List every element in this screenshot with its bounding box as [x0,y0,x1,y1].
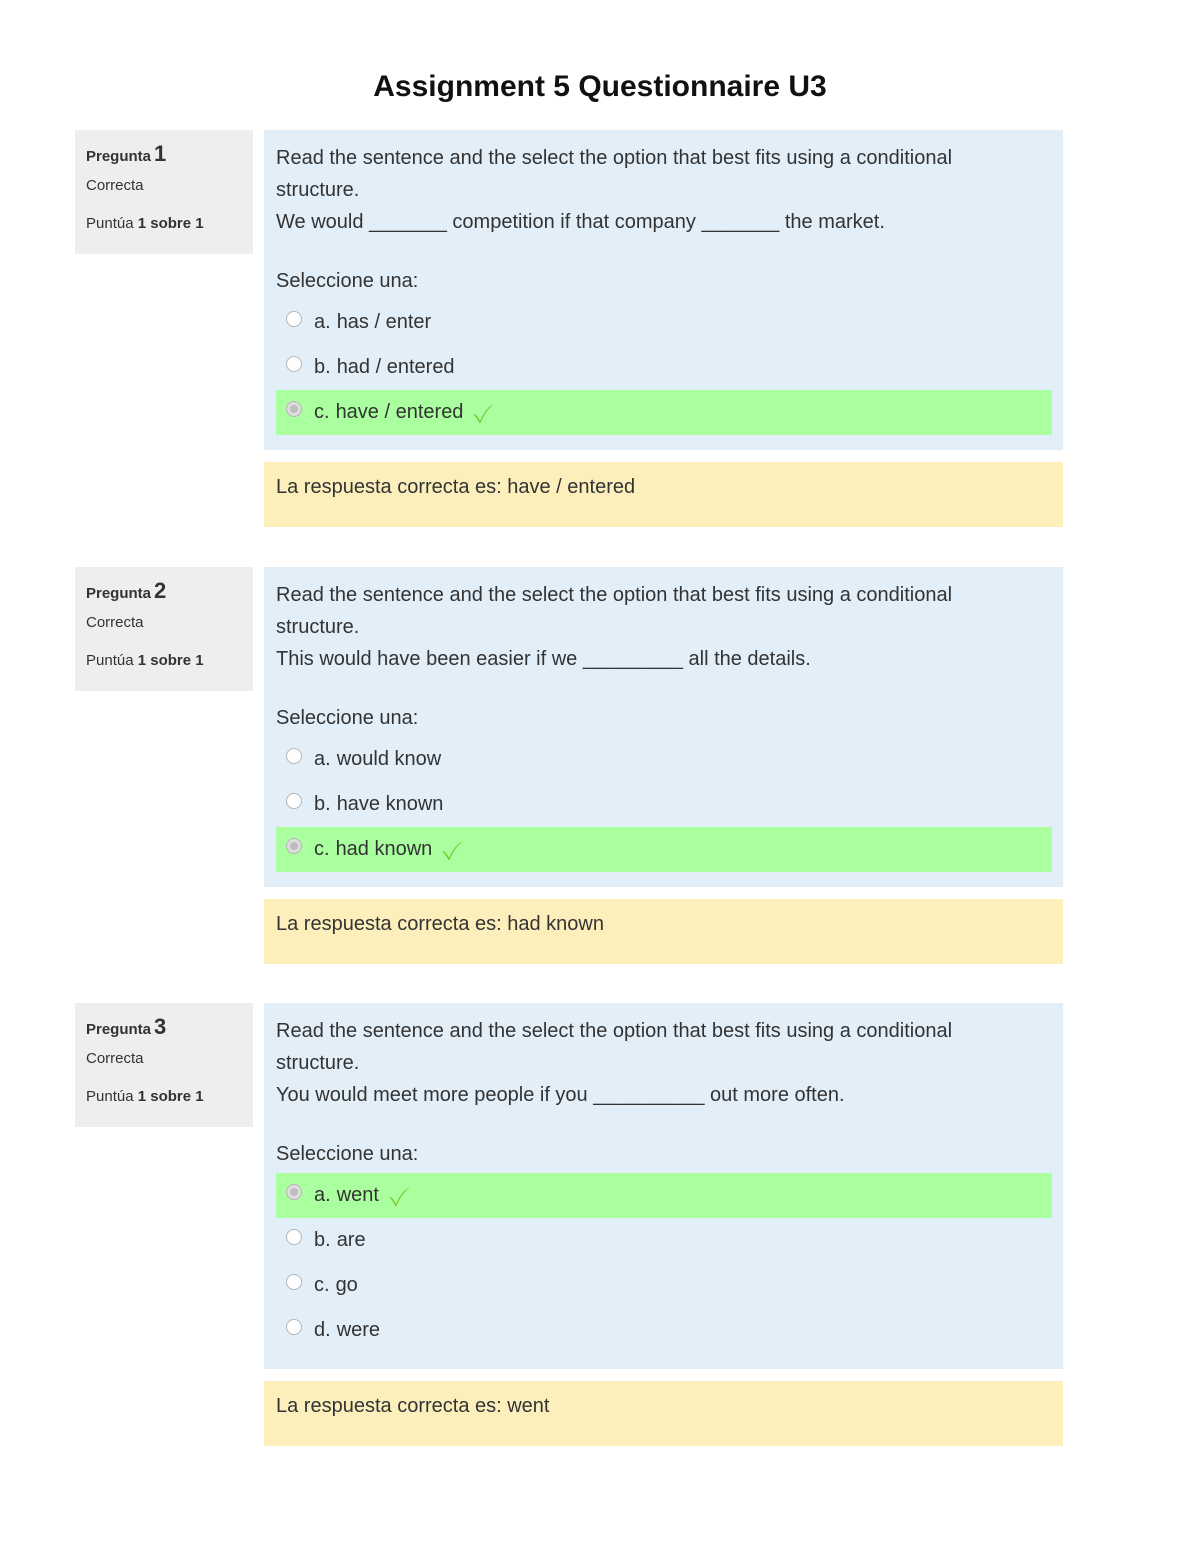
question-content [264,1003,1063,1369]
question-label: Pregunta [86,1021,152,1038]
answer-text: are [336,1229,366,1251]
answer-option-a[interactable]: a. went [276,1173,1052,1218]
answer-list [276,737,1052,872]
question-number: 1 [154,141,167,166]
question-info [75,1003,253,1127]
radio-icon[interactable] [286,838,302,854]
answer-option-b[interactable]: b. had / entered [276,345,1052,390]
radio-icon[interactable] [286,1319,302,1335]
question-content [264,567,1063,887]
correct-answer: have / entered [507,476,636,498]
radio-icon[interactable] [286,1184,302,1200]
question-label: Pregunta [86,585,152,602]
radio-icon[interactable] [286,793,302,809]
feedback-box: La respuesta correcta es: went [264,1381,1063,1446]
check-icon [387,1184,411,1208]
check-icon [440,838,464,862]
question-label: Pregunta [86,148,152,165]
answer-text: had known [335,838,433,860]
question-state: Correcta [86,177,144,194]
answer-text: were [336,1319,381,1341]
answer-text: has / enter [336,311,432,333]
select-prompt: Seleccione una: [276,270,419,292]
radio-icon[interactable] [286,1229,302,1245]
answer-text: have / entered [335,401,464,423]
question-state: Correcta [86,1050,144,1067]
answer-list [276,1173,1052,1353]
answer-option-c[interactable]: c. go [276,1263,1052,1308]
answer-text: had / entered [336,356,455,378]
correct-answer: had known [507,913,604,935]
answer-text: would know [336,748,442,770]
question-content [264,130,1063,450]
select-prompt: Seleccione una: [276,1143,419,1165]
feedback-box: La respuesta correcta es: had known [264,899,1063,964]
question-text: Read the sentence and the select the option that best fits using a conditional structure. You would meet more people if you __________ out more often. [276,1020,953,1106]
radio-icon[interactable] [286,356,302,372]
radio-icon[interactable] [286,748,302,764]
answer-option-a[interactable]: a. would know [276,737,1052,782]
correct-answer: went [507,1395,550,1417]
select-prompt: Seleccione una: [276,707,419,729]
question-number: 2 [154,578,167,603]
answer-list [276,300,1052,435]
page-title: Assignment 5 Questionnaire U3 [373,70,827,103]
answer-option-c[interactable]: c. have / entered [276,390,1052,435]
radio-icon[interactable] [286,311,302,327]
question-number: 3 [154,1014,167,1039]
answer-option-a[interactable]: a. has / enter [276,300,1052,345]
question-grade: Puntúa 1 sobre 1 [86,215,204,232]
answer-text: have known [336,793,444,815]
radio-icon[interactable] [286,401,302,417]
answer-option-b[interactable]: b. have known [276,782,1052,827]
answer-option-b[interactable]: b. are [276,1218,1052,1263]
radio-icon[interactable] [286,1274,302,1290]
feedback-box: La respuesta correcta es: have / entered [264,462,1063,527]
question-grade: Puntúa 1 sobre 1 [86,1088,204,1105]
answer-text: went [336,1184,379,1206]
answer-option-d[interactable]: d. were [276,1308,1052,1353]
question-text: Read the sentence and the select the option that best fits using a conditional structure. We would _______ competition if that company _______ the market. [276,147,953,233]
question-text: Read the sentence and the select the option that best fits using a conditional structure. This would have been easier if we _________ all the details. [276,584,953,670]
question-info [75,567,253,691]
answer-option-c[interactable]: c. had known [276,827,1052,872]
answer-text: go [335,1274,358,1296]
check-icon [471,401,495,425]
question-grade: Puntúa 1 sobre 1 [86,652,204,669]
question-info [75,130,253,254]
question-state: Correcta [86,614,144,631]
